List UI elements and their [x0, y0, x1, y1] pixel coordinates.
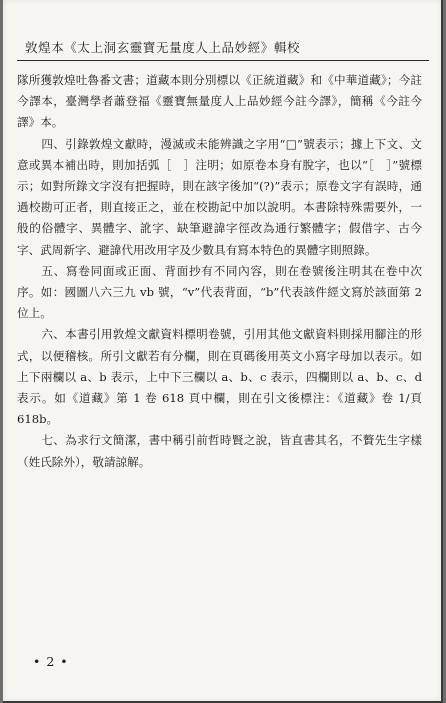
- paragraph-continued: 隊所獲敦煌吐魯番文書；道藏本則分別標以《正統道藏》和《中華道藏》；今註今譯本，臺灣學者蕭登福《靈寶無量度人上品妙經今註今譯》，簡稱《今註今譯》本。: [17, 73, 422, 130]
- paragraph-item-5: 五、寫卷同面或正面、背面抄有不同內容，則在卷號後注明其在卷中次序。如：國圖八六三九 vb 號，“v”代表背面，“b”代表該件經文寫於該面第 2 位上。: [17, 263, 422, 321]
- page-number: • 2 •: [33, 654, 69, 669]
- book-page: [3, 0, 443, 703]
- paragraph-item-6: 六、本書引用敦煌文獻資料標明卷號，引用其他文獻資料則採用腳注的形式，以便稽核。所引文獻若有分欄，則在頁碼後用英文小寫字母加以表示。如上下兩欄以 a、b 表示，上中下三欄以 a、b、c 表示，四欄則以 a、b、c、d 表示。如《道藏》第 1 卷 618 頁中欄，則在引文後標注：《道藏》卷 1/頁 618b。: [17, 327, 422, 427]
- body-text: [17, 70, 422, 473]
- paragraph-item-7: 七、為求行文簡潔，書中稱引前哲時賢之說，皆直書其名，不贅先生字樣（姓氏除外），敬請諒解。: [17, 433, 422, 469]
- paragraph-item-4: 四、引錄敦煌文獻時，漫滅或未能辨識之字用“□”號表示；據上下文、文意或異本補出時，則加括弧［ ］注明；如原卷本身有脫字，也以“［ ］”號標示；如對所錄文字沒有把握時，則在該字後加“(?)”表示；原卷文字有誤時，通過校勘可正者，則直接正之，並在校勘記中加以說明。本書除特殊需要外，一般的俗體字、異體字、訛字、缺筆避諱字徑改為通行繁體字；假借字、古今字、武周新字、避諱代用改用字及少數具有寫本特色的異體字則照錄。: [17, 136, 422, 257]
- running-header: 敦煌本《太上洞玄靈寶无量度人上品妙經》輯校: [25, 40, 301, 55]
- header-rule: [17, 60, 429, 61]
